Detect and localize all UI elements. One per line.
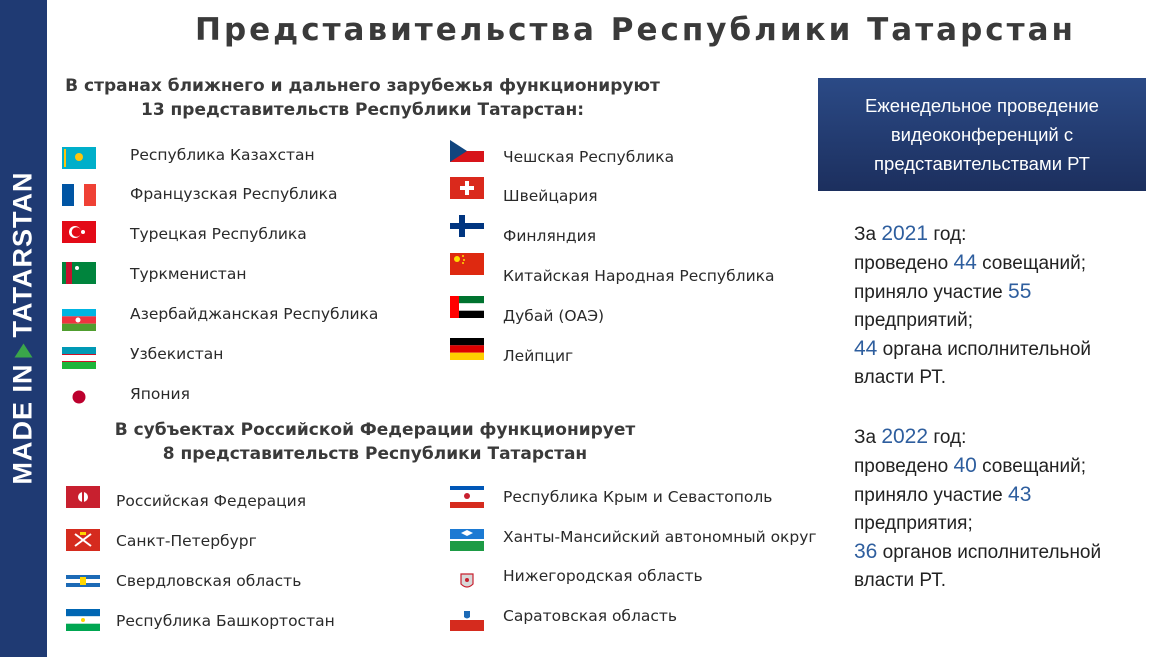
china-flag-icon — [450, 253, 484, 275]
germany-flag-icon — [450, 338, 484, 360]
domestic-heading — [90, 418, 660, 466]
info-box-line3: представительствами РТ — [874, 153, 1090, 174]
country-finland: Финляндия — [503, 227, 597, 245]
czech-flag-icon — [450, 140, 484, 162]
country-azerbaijan: Азербайджанская Республика — [130, 305, 379, 323]
country-japan: Япония — [130, 385, 190, 403]
stats-2021-enterprises-prefix: приняло участие — [854, 282, 1009, 303]
country-turkmenistan: Туркменистан — [130, 265, 247, 283]
country-france: Французская Республика — [130, 185, 338, 203]
brand-arrow-icon — [14, 343, 32, 357]
region-crimea: Республика Крым и Севастополь — [503, 488, 773, 506]
country-uzbekistan: Узбекистан — [130, 345, 224, 363]
stats-2021-bodies: 44 — [854, 337, 878, 360]
stats-2021-year: 2021 — [881, 222, 929, 245]
stats-2021-authority: власти РТ. — [854, 367, 947, 388]
japan-flag-icon — [62, 386, 96, 408]
saint-petersburg-flag-icon — [66, 529, 100, 551]
crimea-flag-icon — [450, 486, 484, 508]
brand-text-left: MADE IN — [7, 363, 38, 485]
stats-2021-meetings: 44 — [953, 251, 977, 274]
country-leipzig: Лейпциг — [503, 347, 574, 365]
foreign-heading — [60, 74, 665, 122]
stats-2021-enterprises-word: предприятий; — [854, 310, 974, 331]
domestic-heading-line2: 8 представительств Республики Татарстан — [162, 444, 588, 464]
stats-2022-meetings-suffix: совещаний; — [976, 456, 1087, 477]
stats-2022-authority: власти РТ. — [854, 570, 947, 591]
stats-2022-bodies-suffix: органов исполнительной — [877, 542, 1102, 563]
brand-text-right: TATARSTAN — [7, 171, 38, 338]
sverdlovsk-flag-icon — [66, 570, 100, 592]
region-nizhny-novgorod: Нижегородская область — [503, 567, 703, 585]
page-title: Представительства Республики Татарстан — [195, 12, 1076, 48]
uae-flag-icon — [450, 296, 484, 318]
stats-2021-year-suffix: год: — [928, 224, 967, 245]
region-russian-federation: Российская Федерация — [116, 492, 307, 510]
stats-2022-prefix: За — [854, 427, 882, 448]
region-saint-petersburg: Санкт-Петербург — [116, 532, 257, 550]
info-box-line2: видеоконференций с — [890, 124, 1074, 145]
foreign-heading-line2: 13 представительств Республики Татарстан: — [140, 100, 584, 120]
country-dubai: Дубай (ОАЭ) — [503, 307, 605, 325]
country-turkey: Турецкая Республика — [130, 225, 307, 243]
stats-2021-meetings-prefix: проведено — [854, 253, 954, 274]
stats-2022-enterprises-prefix: приняло участие — [854, 485, 1009, 506]
region-sverdlovsk: Свердловская область — [116, 572, 302, 590]
stats-2022-bodies: 36 — [854, 540, 878, 563]
turkey-flag-icon — [62, 221, 96, 243]
region-khanty-mansi: Ханты-Мансийский автономный округ — [503, 528, 817, 546]
stats-2022-meetings-prefix: проведено — [854, 456, 954, 477]
stats-2022-year: 2022 — [881, 425, 929, 448]
stats-2021-enterprises: 55 — [1008, 280, 1032, 303]
region-bashkortostan: Республика Башкортостан — [116, 612, 335, 630]
stats-2022 — [854, 423, 1101, 595]
stats-2021 — [854, 220, 1091, 392]
switzerland-flag-icon — [450, 177, 484, 199]
stats-2022-year-suffix: год: — [928, 427, 967, 448]
country-china: Китайская Народная Республика — [503, 267, 775, 285]
region-saratov: Саратовская область — [503, 607, 678, 625]
nizhny-novgorod-emblem-icon — [450, 570, 484, 592]
stats-2021-prefix: За — [854, 224, 882, 245]
turkmenistan-flag-icon — [62, 262, 96, 284]
france-flag-icon — [62, 184, 96, 206]
bashkortostan-flag-icon — [66, 609, 100, 631]
domestic-heading-line1: В субъектах Российской Федерации функционирует — [114, 420, 636, 440]
foreign-heading-line1: В странах ближнего и дальнего зарубежья функционируют — [65, 76, 660, 96]
kazakhstan-flag-icon — [62, 147, 96, 169]
country-switzerland: Швейцария — [503, 187, 598, 205]
russian-federation-flag-icon — [66, 486, 100, 508]
stats-2021-bodies-suffix: органа исполнительной — [877, 339, 1092, 360]
brand-logo — [8, 172, 39, 485]
khanty-mansi-flag-icon — [450, 529, 484, 551]
saratov-flag-icon — [450, 609, 484, 631]
stats-2022-enterprises-word: предприятия; — [854, 513, 973, 534]
videoconference-info-box — [818, 78, 1146, 191]
sidebar — [0, 0, 47, 657]
uzbekistan-flag-icon — [62, 347, 96, 369]
stats-2022-meetings: 40 — [953, 454, 977, 477]
stats-2022-enterprises: 43 — [1008, 483, 1032, 506]
country-czech: Чешская Республика — [503, 148, 675, 166]
stats-2021-meetings-suffix: совещаний; — [976, 253, 1087, 274]
info-box-line1: Еженедельное проведение — [865, 95, 1099, 116]
azerbaijan-flag-icon — [62, 309, 96, 331]
finland-flag-icon — [450, 215, 484, 237]
country-kazakhstan: Республика Казахстан — [130, 146, 315, 164]
